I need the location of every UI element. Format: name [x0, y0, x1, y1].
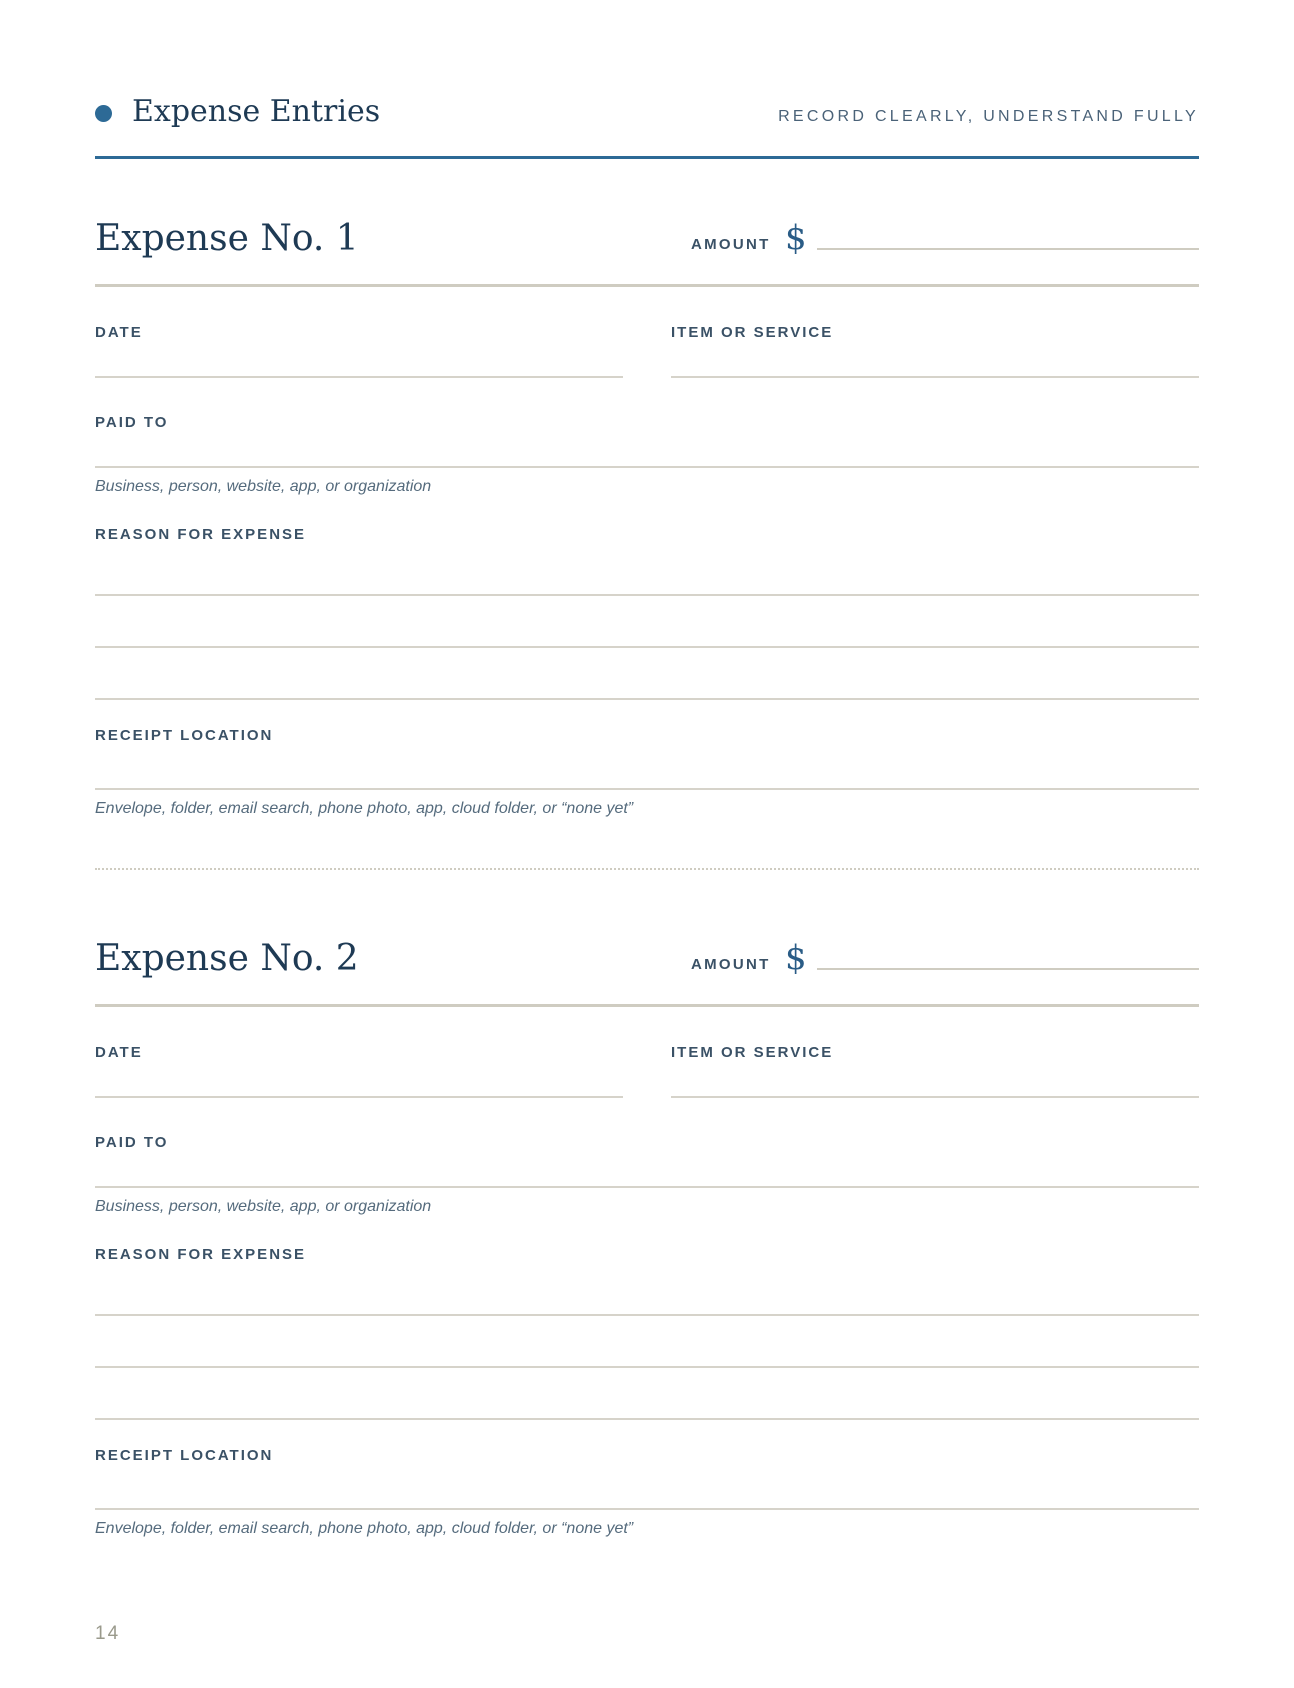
receipt-location-hint: Envelope, folder, email search, phone photo, app, cloud folder, or “none yet”	[95, 800, 634, 817]
expense-title: Expense No. 1	[95, 218, 359, 259]
paid-to-label: PAID TO	[95, 1134, 169, 1151]
expense-entry-2	[95, 920, 1199, 1620]
date-label: DATE	[95, 1044, 143, 1061]
reason-label: REASON FOR EXPENSE	[95, 1246, 307, 1263]
page-header	[95, 88, 1199, 159]
reason-field-line-3[interactable]	[95, 1418, 1199, 1420]
amount-label: AMOUNT	[691, 956, 771, 973]
item-or-service-label: ITEM OR SERVICE	[671, 324, 834, 341]
reason-field-line-1[interactable]	[95, 594, 1199, 596]
reason-label: REASON FOR EXPENSE	[95, 526, 307, 543]
item-or-service-field[interactable]	[671, 1096, 1199, 1098]
receipt-location-field[interactable]	[95, 788, 1199, 790]
item-or-service-label: ITEM OR SERVICE	[671, 1044, 834, 1061]
paid-to-hint: Business, person, website, app, or organization	[95, 1198, 432, 1215]
receipt-location-field[interactable]	[95, 1508, 1199, 1510]
date-label: DATE	[95, 324, 143, 341]
dollar-sign-icon: $	[785, 218, 807, 258]
expense-title-row	[95, 920, 1199, 1007]
date-field[interactable]	[95, 376, 623, 378]
paid-to-hint: Business, person, website, app, or organization	[95, 478, 432, 495]
receipt-location-label: RECEIPT LOCATION	[95, 1447, 274, 1464]
expense-title-row	[95, 200, 1199, 287]
receipt-location-label: RECEIPT LOCATION	[95, 727, 274, 744]
amount-field[interactable]	[817, 248, 1199, 250]
page-title: Expense Entries	[132, 94, 381, 129]
bullet-dot-icon	[95, 105, 112, 122]
expense-title: Expense No. 2	[95, 938, 359, 979]
reason-field-line-1[interactable]	[95, 1314, 1199, 1316]
dollar-sign-icon: $	[785, 938, 807, 978]
item-or-service-field[interactable]	[671, 376, 1199, 378]
expense-entry-1	[95, 200, 1199, 900]
date-field[interactable]	[95, 1096, 623, 1098]
paid-to-field[interactable]	[95, 1186, 1199, 1188]
paid-to-label: PAID TO	[95, 414, 169, 431]
reason-field-line-2[interactable]	[95, 1366, 1199, 1368]
page-number: 14	[95, 1623, 121, 1644]
page-tagline: RECORD CLEARLY, UNDERSTAND FULLY	[778, 108, 1199, 125]
section-divider	[95, 868, 1199, 870]
amount-field[interactable]	[817, 968, 1199, 970]
amount-label: AMOUNT	[691, 236, 771, 253]
paid-to-field[interactable]	[95, 466, 1199, 468]
reason-field-line-3[interactable]	[95, 698, 1199, 700]
receipt-location-hint: Envelope, folder, email search, phone photo, app, cloud folder, or “none yet”	[95, 1520, 634, 1537]
reason-field-line-2[interactable]	[95, 646, 1199, 648]
